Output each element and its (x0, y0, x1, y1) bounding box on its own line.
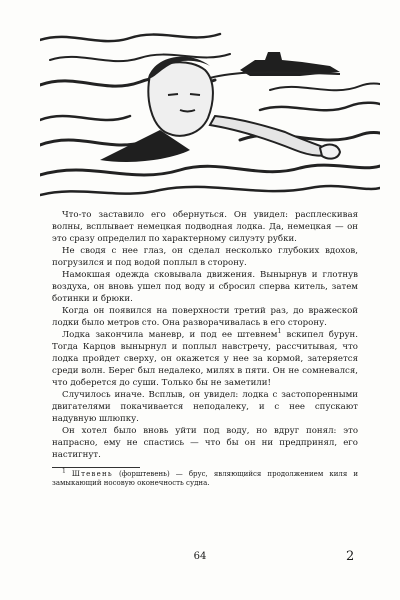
illustration-swimmer-in-waves (40, 0, 380, 205)
paragraph: Он хотел было вновь уйти под воду, но вдруг понял: это напрасно, ему не спастись — что бы он ни предпринял, его настигнут. (52, 426, 358, 460)
paragraph: Не сводя с нее глаз, он сделал несколько глубоких вдохов, погрузился и под водой поплыл в сторону. (52, 246, 358, 268)
footnote (52, 467, 358, 488)
footnote-text: (форштевень) — брус, являющийся продолжением киля и замыкающий носовую оконечность судна. (52, 470, 358, 487)
paragraph-with-footnote-ref (52, 329, 358, 389)
footnote-marker: 1 (62, 467, 66, 475)
footnote-reference[interactable]: 1 (277, 328, 282, 336)
page-number: 64 (193, 551, 207, 562)
body-text (52, 209, 358, 488)
paragraph: Случилось иначе. Всплыв, он увидел: лодка с застопоренными двигателями покачивается неподалеку, и с нее спускают надувную шлюпку. (52, 390, 358, 424)
submarine-silhouette (210, 52, 340, 78)
paragraph-text: вскипел бурун. Тогда Карцов вынырнул и поплыл навстречу, рассчитывая, что лодка пройдет сверху, он окажется у нее за кормой, затеряется среди волн. Берег был недалеко, милях в пяти. Он не сомневался, что доберется до суши. Только бы не заметили! (52, 330, 358, 388)
paragraph: Намокшая одежда сковывала движения. Вынырнув и глотнув воздуха, он вновь ушел под воду и сбросил сперва китель, затем ботинки и брюки. (52, 270, 358, 304)
paragraph: Что-то заставило его обернуться. Он увидел: расплескивая волны, всплывает немецкая подводная лодка. Да, немецкая — он это сразу определил по характерному силуэту рубки. (52, 210, 358, 244)
signature-mark: 2 (346, 549, 355, 564)
paragraph: Когда он появился на поверхности третий раз, до вражеской лодки было метров сто. Она разворачивалась в его сторону. (52, 306, 358, 328)
paragraph-text: Лодка закончила маневр, и под ее штевнем (62, 330, 278, 340)
footnote-term: Штевень (71, 470, 113, 478)
